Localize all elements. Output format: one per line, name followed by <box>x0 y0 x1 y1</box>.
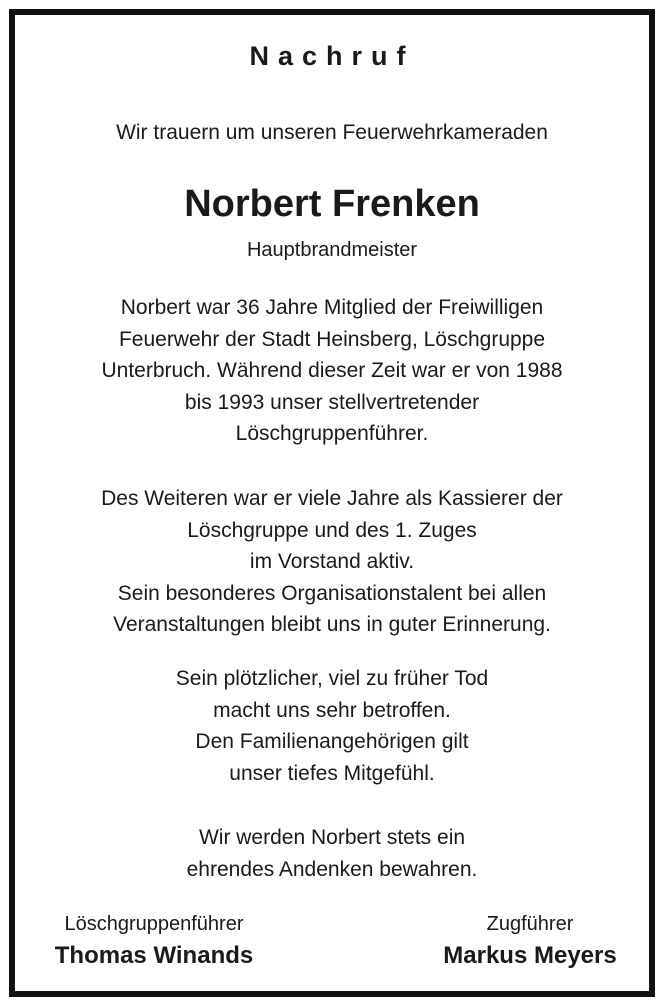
signature-name: Thomas Winands <box>54 942 254 969</box>
text-line: Sein besonderes Organisationstalent bei allen <box>117 581 547 605</box>
text-line: Den Familienangehörigen gilt <box>195 730 469 753</box>
text-line: ehrendes Andenken bewahren. <box>186 857 478 881</box>
signature-name: Markus Meyers <box>443 942 617 969</box>
deceased-name: Norbert Frenken <box>184 183 480 225</box>
text-line: Sein plötzlicher, viel zu früher Tod <box>175 667 489 690</box>
signature-left <box>23 911 285 971</box>
text-line: im Vorstand aktiv. <box>249 550 415 573</box>
paragraph-condolence <box>15 663 649 789</box>
notice-title: Nachruf <box>249 41 415 71</box>
text-line: Veranstaltungen bleibt uns in guter Erinnerung. <box>113 613 551 636</box>
text-line: Feuerwehr der Stadt Heinsberg, Löschgruppe <box>118 327 546 351</box>
signature-right <box>411 911 649 971</box>
intro-text: Wir trauern um unseren Feuerwehrkameraden <box>116 121 548 144</box>
deceased-rank: Hauptbrandmeister <box>246 239 418 261</box>
paragraph-remembrance <box>15 822 649 885</box>
text-line: Des Weiteren war er viele Jahre als Kassierer der <box>101 487 563 510</box>
obituary-notice <box>9 9 655 997</box>
text-line: Unterbruch. Während dieser Zeit war er von 1988 <box>101 359 563 382</box>
text-line: Norbert war 36 Jahre Mitglied der Freiwilligen <box>120 296 544 319</box>
text-line: Wir werden Norbert stets ein <box>198 826 466 849</box>
signature-role: Zugführer <box>486 913 574 935</box>
paragraph-membership <box>15 292 649 450</box>
text-line: Löschgruppe und des 1. Zuges <box>187 518 477 542</box>
paragraph-service <box>15 483 649 641</box>
text-line: bis 1993 unser stellvertretender <box>184 390 480 414</box>
text-line: macht uns sehr betroffen. <box>213 698 451 722</box>
text-line: Löschgruppenführer. <box>235 422 429 445</box>
signature-role: Löschgruppenführer <box>64 913 244 935</box>
text-line: unser tiefes Mitgefühl. <box>229 761 435 785</box>
